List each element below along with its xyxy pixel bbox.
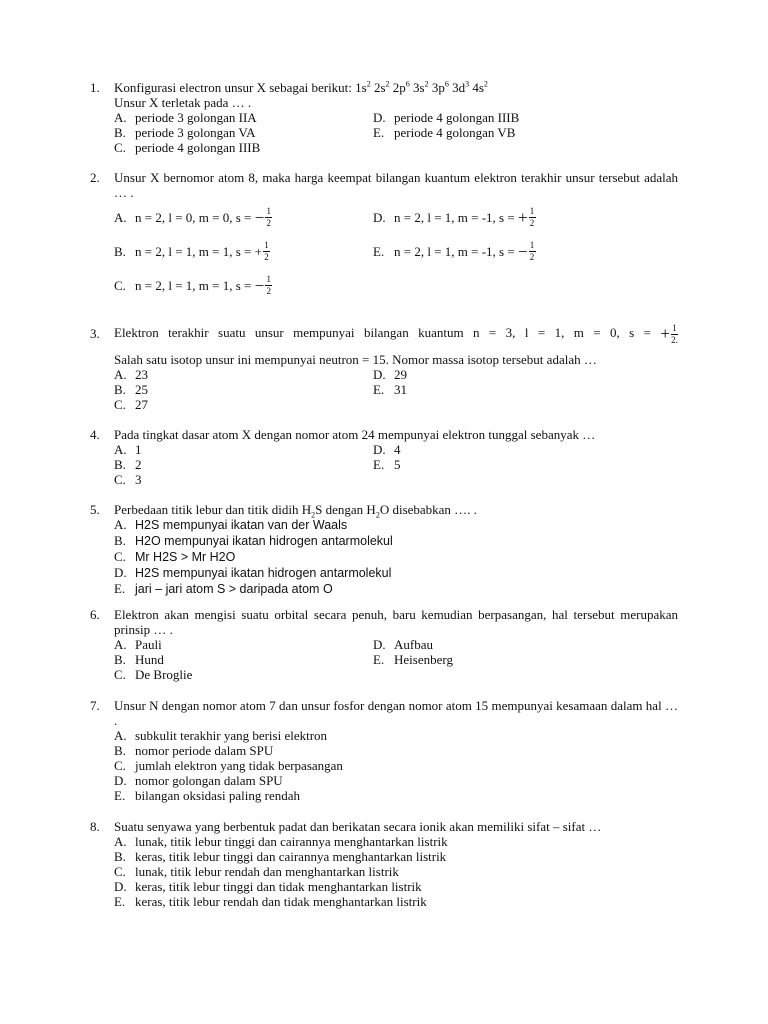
question-number: 5. — [90, 502, 100, 517]
option-c[interactable] — [114, 549, 678, 565]
orbital: 3d — [452, 80, 466, 95]
option-c[interactable] — [114, 864, 678, 879]
option-letter: C. — [114, 667, 126, 682]
denominator: 2 — [264, 251, 269, 262]
option-text: periode 4 golongan IIIB — [394, 110, 520, 125]
option-text: 3 — [135, 472, 142, 487]
option-letter: E. — [114, 581, 126, 596]
options — [114, 442, 678, 487]
option-letter: B. — [114, 457, 126, 472]
option-text: n = 2, l = 1, m = 1, s = — [135, 277, 252, 293]
orbital-count: 2 — [483, 79, 488, 89]
option-letter: C. — [114, 758, 126, 773]
question-3 — [90, 318, 678, 412]
question-stem: Unsur N dengan nomor atom 7 dan unsur fosfor dengan nomor atom 15 mempunyai kesamaan dalam hal … . — [114, 698, 678, 728]
question-stem: Unsur X bernomor atom 8, maka harga keempat bilangan kuantum elektron terakhir unsur tersebut adalah … . — [114, 170, 678, 200]
orbital-count: 2 — [366, 79, 371, 89]
option-text: lunak, titik lebur tinggi dan cairannya menghantarkan listrik — [135, 834, 448, 849]
option-text: Hund — [135, 652, 164, 667]
option-b[interactable] — [114, 125, 373, 140]
option-letter: E. — [373, 652, 385, 667]
option-text: Mr H2S > Mr H2O — [135, 550, 236, 564]
option-letter: E. — [114, 788, 126, 803]
option-e[interactable] — [373, 457, 678, 472]
orbital-count: 6 — [405, 79, 410, 89]
orbital-count: 3 — [465, 79, 470, 89]
option-text: 4 — [394, 442, 401, 457]
sign: + — [517, 207, 528, 227]
stem-text: S dengan H — [315, 502, 376, 517]
option-letter: B. — [114, 849, 126, 864]
option-text: 1 — [135, 442, 142, 457]
option-text: H2S mempunyai ikatan hidrogen antarmolekul — [135, 566, 392, 580]
options — [114, 367, 678, 412]
option-letter: D. — [373, 367, 386, 383]
option-text: Aufbau — [394, 637, 433, 652]
numerator: 1 — [672, 322, 677, 333]
numerator: 1 — [529, 205, 535, 216]
orbital-count: 6 — [444, 79, 449, 89]
option-letter: A. — [114, 367, 127, 383]
question-number: 2. — [90, 170, 100, 185]
option-d[interactable] — [373, 442, 678, 457]
option-text: n = 2, l = 1, m = 1, s = + — [135, 243, 262, 259]
question-number: 8. — [90, 819, 100, 834]
option-letter: D. — [373, 209, 386, 225]
option-text: Heisenberg — [394, 652, 453, 667]
option-text: lunak, titik lebur rendah dan menghantarkan listrik — [135, 864, 399, 879]
option-b[interactable] — [114, 533, 678, 549]
orbital: 1s — [355, 80, 367, 95]
question-2 — [90, 170, 678, 302]
numerator: 1 — [264, 239, 269, 250]
option-c[interactable] — [114, 268, 373, 302]
question-stem: Elektron akan mengisi suatu orbital secara penuh, baru kemudian berpasangan, hal tersebut merupakan prinsip … . — [114, 607, 678, 637]
option-text: 25 — [135, 382, 148, 398]
question-stem — [114, 318, 678, 349]
option-text: 23 — [135, 367, 148, 383]
option-letter: C. — [114, 277, 126, 293]
option-b[interactable] — [114, 743, 678, 758]
option-c[interactable] — [114, 667, 373, 682]
option-text: keras, titik lebur tinggi dan tidak menghantarkan listrik — [135, 879, 422, 894]
option-letter: D. — [373, 110, 386, 125]
options — [114, 110, 678, 155]
denominator: 2. — [671, 334, 678, 345]
orbital: 3s — [413, 80, 425, 95]
option-letter: B. — [114, 125, 126, 140]
option-letter: B. — [114, 243, 126, 259]
subscript: 2 — [311, 510, 316, 520]
option-d[interactable] — [114, 879, 678, 894]
option-letter: E. — [373, 382, 385, 398]
option-letter: D. — [114, 879, 127, 894]
option-e[interactable] — [373, 652, 678, 667]
option-letter: C. — [114, 397, 126, 413]
denominator: 2 — [266, 217, 271, 228]
orbital-count: 2 — [424, 79, 429, 89]
option-letter: A. — [114, 110, 127, 125]
option-text: Pauli — [135, 637, 162, 652]
denominator: 2 — [266, 285, 271, 296]
option-b[interactable] — [114, 382, 373, 397]
question-1 — [90, 80, 678, 155]
option-text: 2 — [135, 457, 142, 472]
option-letter: D. — [373, 637, 386, 652]
option-letter: C. — [114, 140, 126, 155]
option-letter: E. — [373, 125, 385, 140]
options — [114, 200, 678, 302]
option-letter: A. — [114, 442, 127, 457]
question-number: 6. — [90, 607, 100, 622]
option-letter: A. — [114, 834, 127, 849]
denominator: 2 — [529, 251, 535, 262]
orbital: 2p — [392, 80, 406, 95]
option-letter: C. — [114, 472, 126, 487]
orbital: 3p — [431, 80, 445, 95]
option-text: 31 — [394, 382, 407, 398]
option-e[interactable] — [114, 894, 678, 909]
option-text: n = 2, l = 1, m = -1, s = — [394, 243, 515, 259]
option-text: De Broglie — [135, 667, 193, 682]
option-text: keras, titik lebur tinggi dan cairannya menghantarkan listrik — [135, 849, 447, 864]
option-letter: C. — [114, 864, 126, 879]
question-stem — [114, 80, 678, 95]
option-a[interactable] — [114, 200, 373, 234]
option-a[interactable] — [114, 728, 678, 743]
option-a[interactable] — [114, 834, 678, 849]
option-e[interactable] — [114, 581, 678, 597]
option-a[interactable] — [114, 367, 373, 382]
electron-configuration — [355, 80, 488, 95]
sign: − — [517, 241, 528, 261]
stem-text: O disebabkan …. . — [379, 502, 477, 517]
option-e[interactable] — [373, 382, 678, 397]
option-text: n = 2, l = 1, m = -1, s = — [394, 209, 515, 225]
sign: + — [660, 324, 670, 344]
numerator: 1 — [266, 205, 271, 216]
sign: − — [254, 207, 265, 227]
option-text: jari – jari atom S > daripada atom O — [135, 582, 333, 596]
question-number: 3. — [90, 326, 100, 341]
option-d[interactable] — [373, 200, 678, 234]
question-5 — [90, 502, 678, 597]
option-d[interactable] — [114, 565, 678, 581]
subscript: 2 — [375, 510, 380, 520]
option-letter: A. — [114, 517, 127, 532]
option-text: H2O mempunyai ikatan hidrogen antarmolekul — [135, 534, 393, 548]
option-letter: B. — [114, 382, 126, 398]
question-stem: Suatu senyawa yang berbentuk padat dan berikatan secara ionik akan memiliki sifat – sifat … — [114, 819, 602, 834]
numerator: 1 — [266, 273, 271, 284]
option-letter: A. — [114, 209, 127, 225]
option-text: bilangan oksidasi paling rendah — [135, 788, 300, 803]
option-letter: B. — [114, 533, 126, 548]
question-stem-2: Salah satu isotop unsur ini mempunyai neutron = 15. Nomor massa isotop tersebut adalah … — [114, 352, 597, 368]
option-c[interactable] — [114, 472, 373, 487]
option-text: 27 — [135, 397, 148, 413]
fraction — [529, 207, 536, 228]
fraction — [265, 207, 272, 228]
option-b[interactable] — [114, 652, 373, 667]
fraction — [263, 241, 270, 262]
option-a[interactable] — [114, 442, 373, 457]
denominator: 2 — [529, 217, 535, 228]
option-a[interactable] — [114, 110, 373, 125]
question-stem-2: Unsur X terletak pada … . — [114, 95, 252, 110]
numerator: 1 — [529, 239, 535, 250]
question-number: 1. — [90, 80, 100, 95]
question-6 — [90, 607, 678, 682]
fraction — [529, 241, 536, 262]
orbital: 2s — [373, 80, 386, 95]
sign: − — [254, 275, 265, 295]
options — [114, 637, 678, 682]
option-text: jumlah elektron yang tidak berpasangan — [135, 758, 343, 773]
question-7 — [90, 698, 678, 803]
option-letter: A. — [114, 637, 127, 652]
option-letter: B. — [114, 743, 126, 758]
option-d[interactable] — [373, 637, 678, 652]
question-stem — [114, 502, 678, 520]
option-b[interactable] — [114, 849, 678, 864]
stem-text: Konfigurasi electron unsur X sebagai berikut: — [114, 80, 356, 95]
fraction — [265, 275, 272, 296]
option-letter: B. — [114, 652, 126, 667]
option-a[interactable] — [114, 517, 678, 533]
option-letter: C. — [114, 549, 126, 564]
option-text: 5 — [394, 457, 401, 472]
option-letter: D. — [114, 773, 127, 788]
orbital-count: 2 — [385, 79, 390, 89]
question-stem: Pada tingkat dasar atom X dengan nomor atom 24 mempunyai elektron tunggal sebanyak … — [114, 427, 596, 442]
option-d[interactable] — [114, 773, 678, 788]
option-text: keras, titik lebur rendah dan tidak menghantarkan listrik — [135, 894, 427, 909]
orbital: 4s — [472, 80, 484, 95]
option-letter: E. — [373, 243, 385, 259]
option-d[interactable] — [373, 110, 678, 125]
option-c[interactable] — [114, 397, 373, 412]
option-c[interactable] — [114, 758, 678, 773]
fraction — [671, 324, 678, 345]
option-e[interactable] — [373, 234, 678, 268]
option-text: nomor periode dalam SPU — [135, 743, 274, 758]
option-text: subkulit terakhir yang berisi elektron — [135, 728, 328, 743]
option-b[interactable] — [114, 457, 373, 472]
option-a[interactable] — [114, 637, 373, 652]
option-e[interactable] — [114, 788, 678, 803]
option-d[interactable] — [373, 367, 678, 382]
question-number: 4. — [90, 427, 100, 442]
option-letter: E. — [114, 894, 126, 909]
option-letter: D. — [114, 565, 127, 580]
option-text: n = 2, l = 0, m = 0, s = — [135, 209, 252, 225]
question-number: 7. — [90, 698, 100, 713]
option-text: H2S mempunyai ikatan van der Waals — [135, 518, 348, 532]
question-8 — [90, 819, 678, 909]
option-e[interactable] — [373, 125, 678, 140]
question-4 — [90, 427, 678, 487]
option-letter: A. — [114, 728, 127, 743]
option-c[interactable] — [114, 140, 373, 155]
stem-text: Elektron terakhir suatu unsur mempunyai bilangan kuantum n = 3, l = 1, m = 0, s = — [114, 325, 661, 340]
option-text: 29 — [394, 367, 407, 383]
option-text: periode 3 golongan IIA — [135, 110, 257, 125]
option-text: periode 4 golongan VB — [394, 125, 516, 140]
option-text: nomor golongan dalam SPU — [135, 773, 283, 788]
option-text: periode 3 golongan VA — [135, 125, 256, 140]
option-letter: E. — [373, 457, 385, 472]
option-b[interactable] — [114, 234, 373, 268]
option-text: periode 4 golongan IIIB — [135, 140, 261, 155]
option-letter: D. — [373, 442, 386, 457]
stem-text: Perbedaan titik lebur dan titik didih H — [114, 502, 312, 517]
